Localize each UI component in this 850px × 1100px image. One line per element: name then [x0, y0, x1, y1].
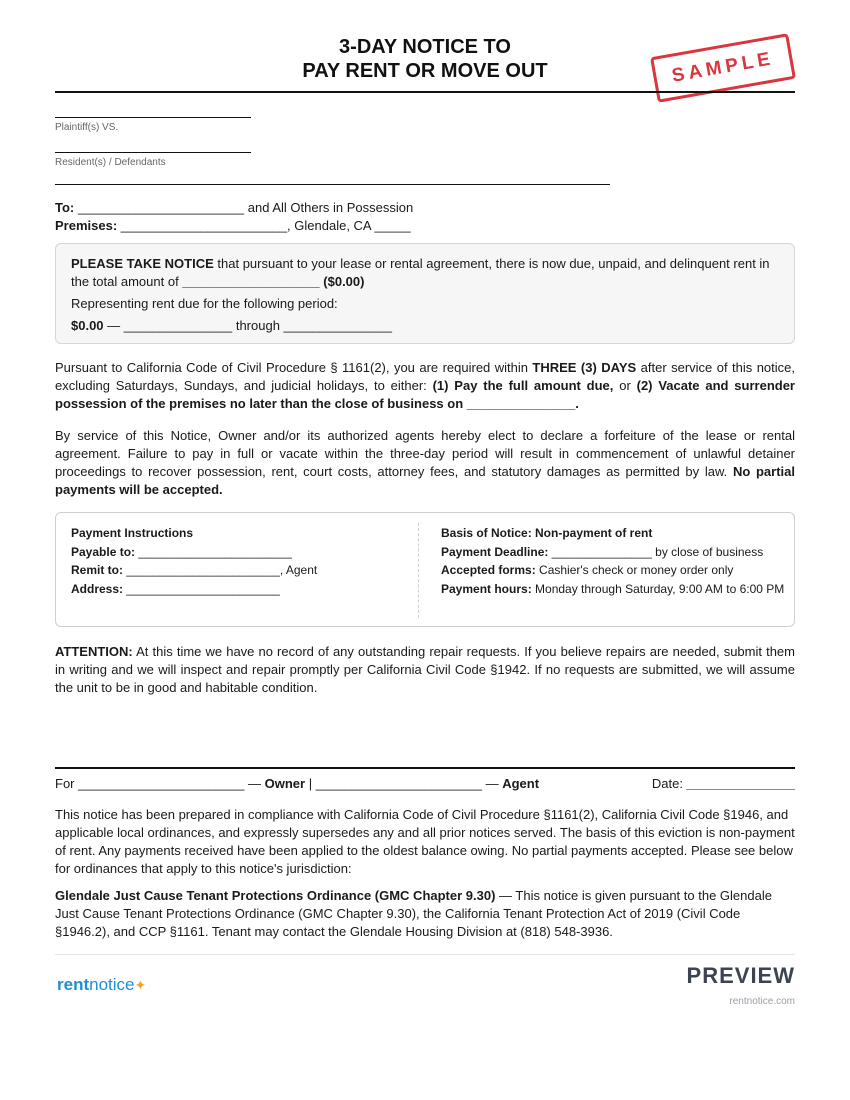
notice-lead: PLEASE TAKE NOTICE	[71, 256, 214, 271]
payable-blank: _______________________	[135, 544, 292, 559]
plaintiff-signature-line	[55, 117, 251, 118]
to-blank: _______________________	[74, 200, 248, 215]
date-field	[652, 775, 795, 793]
site-url: rentnotice.com	[729, 996, 795, 1007]
hours-row	[441, 580, 786, 599]
requirement-or: or	[613, 378, 637, 393]
premises-label: Premises:	[55, 218, 118, 233]
agent-blank: | _______________________ —	[305, 776, 503, 791]
logo-notice: notice	[89, 975, 135, 994]
address-label: Address:	[71, 581, 124, 596]
signature-divider	[55, 767, 795, 769]
payment-details	[441, 524, 786, 598]
agent-label: Agent	[502, 776, 540, 791]
forfeiture-text: By service of this Notice, Owner and/or its authorized agents hereby elect to declare a forfeiture of the lease or rental agreement. Failure to pay in full or vacate within the three-day period will result in commencement of unlawful detainer proceedings to recover possession, rent, court costs, attorney fees, and statutory damages as permitted by law.	[55, 428, 795, 479]
address-blank: _______________________	[123, 581, 280, 596]
deadline-label: Payment Deadline:	[441, 544, 549, 559]
requirement-days: THREE (3) DAYS	[532, 360, 637, 375]
forfeiture-paragraph	[55, 427, 795, 499]
signature-line	[55, 775, 795, 793]
amount-blank: ___________________	[182, 274, 320, 289]
payment-divider	[418, 523, 419, 618]
payment-box	[55, 512, 795, 627]
notice-statement	[71, 255, 779, 291]
title-line-2: PAY RENT OR MOVE OUT	[302, 60, 548, 82]
forms-row	[441, 561, 786, 580]
remit-blank: _______________________, Agent	[123, 563, 318, 577]
to-suffix: and All Others in Possession	[247, 200, 414, 215]
compliance-paragraph: This notice has been prepared in compliance with California Code of Civil Procedure §1161(2), California Civil Code §1946, and applicable local ordinances, and expressly supersedes any and all prior notices served. The basis of this eviction is non-payment of rent. Any payments received have been applied to the oldest balance owing. No partial payments accepted. Please see below for ordinances that apply to this notice's jurisdiction:	[55, 807, 795, 876]
payment-heading: Payment Instructions	[71, 526, 194, 540]
period-amount: $0.00	[71, 318, 104, 333]
no-partial-payments: No partial payments will be accepted.	[55, 464, 795, 497]
notice-box	[55, 243, 795, 344]
period-label: Representing rent due for the following period:	[71, 296, 338, 311]
requirement-option-2: (2) Vacate and surrender possession of the premises no later than the close of business on _______________.	[55, 378, 795, 411]
deadline-value: _______________ by close of business	[548, 544, 764, 559]
attention-paragraph	[55, 643, 795, 697]
remit-row	[71, 561, 401, 580]
title-divider	[55, 91, 795, 93]
plaintiff-label: Plaintiff(s) VS.	[55, 122, 119, 133]
payable-row	[71, 543, 401, 562]
ordinance-paragraph	[55, 887, 795, 941]
notice-text: that pursuant to your lease or rental agreement, there is now due, unpaid, and delinquent rent in the total amount of	[71, 256, 770, 289]
date-label: Date:	[651, 776, 687, 791]
basis-of-notice: Basis of Notice: Non-payment of rent	[441, 526, 653, 540]
resident-signature-line	[55, 152, 251, 153]
requirement-option-1: (1) Pay the full amount due,	[432, 378, 614, 393]
requirement-text-c: after service of this notice, excluding Saturdays, Sundays, and judicial holidays, to either:	[55, 360, 796, 393]
period-range: — _______________ through _______________	[103, 318, 392, 333]
sparkle-icon: ✦	[134, 977, 147, 993]
requirement-text-a: Pursuant to California Code of Civil Procedure § 1161(2), you are required within	[55, 360, 533, 375]
to-label: To:	[55, 200, 75, 215]
hours-label: Payment hours:	[441, 581, 532, 596]
address-row	[71, 580, 401, 599]
owner-label: Owner	[264, 776, 306, 791]
hours-value: Monday through Saturday, 9:00 AM to 6:00 PM	[531, 581, 785, 596]
premises-blank: _______________________,	[117, 218, 295, 233]
payable-label: Payable to:	[71, 544, 136, 559]
attention-label: ATTENTION:	[55, 644, 133, 659]
date-blank: _______________	[686, 776, 795, 791]
title-line-1: 3-DAY NOTICE TO	[339, 36, 511, 58]
forms-label: Accepted forms:	[441, 563, 536, 577]
ordinance-text: — This notice is given pursuant to the Glendale Just Cause Tenant Protections Ordinance (GMC Chapter 9.30), the California Tenant Protection Act of 2019 (Civil Code §1946.2), and CCP §1161. Tenant may contact the Glendale Housing Division at (818) 548-3936.	[55, 888, 772, 939]
preview-label: PREVIEW	[686, 963, 795, 988]
resident-label: Resident(s) / Defendants	[55, 157, 166, 168]
rentnotice-logo	[57, 975, 146, 995]
remit-label: Remit to:	[71, 563, 123, 577]
notice-page	[55, 0, 795, 1100]
amount-value: ($0.00)	[319, 274, 365, 289]
footer-divider	[55, 954, 795, 955]
ordinance-title: Glendale Just Cause Tenant Protections Ordinance (GMC Chapter 9.30)	[55, 888, 496, 903]
premises-city: Glendale, CA _____	[294, 218, 411, 233]
period-line	[71, 317, 779, 335]
for-label: For _______________________ —	[55, 776, 265, 791]
deadline-row	[441, 543, 786, 562]
sample-stamp-text: SAMPLE	[670, 48, 776, 87]
logo-rent: rent	[57, 975, 90, 994]
case-line	[55, 184, 610, 185]
requirement-paragraph	[55, 359, 795, 413]
attention-text: At this time we have no record of any outstanding repair requests. If you believe repairs are needed, submit them in writing and we will inspect and repair promptly per California Civil Code §1942. If no requests are submitted, we will assume the unit to be in good and habitable condition.	[55, 644, 795, 695]
forms-value: Cashier's check or money order only	[535, 563, 734, 577]
payment-instructions	[71, 524, 401, 598]
to-line	[55, 199, 413, 217]
premises-line	[55, 217, 411, 235]
